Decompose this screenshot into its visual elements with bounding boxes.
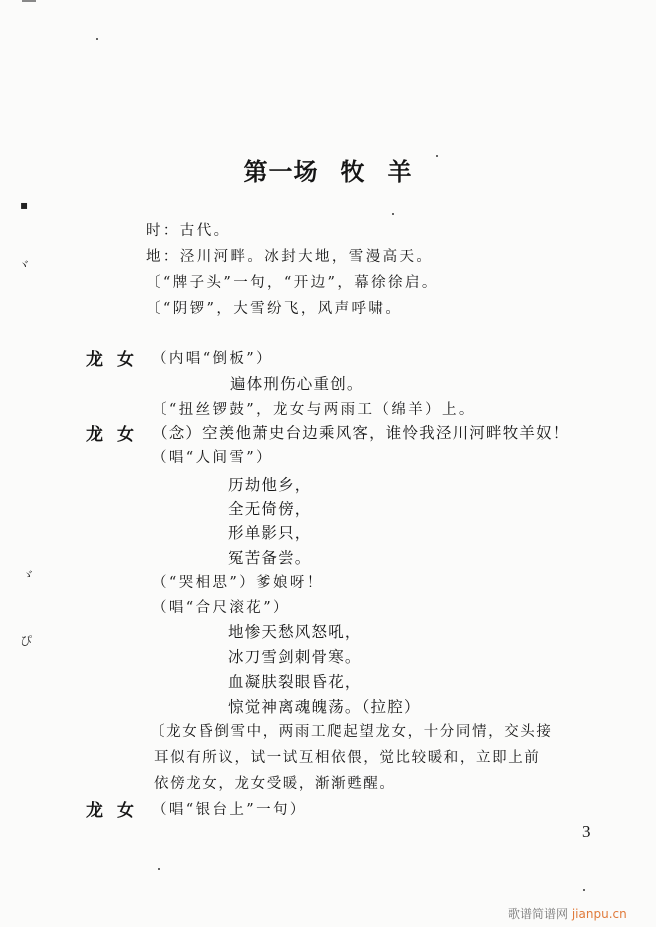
margin-scan-mark: ▪ [20, 198, 29, 212]
scan-speck [96, 38, 98, 40]
setting-place: 地：泾川河畔。冰封大地，雪漫高天。 [146, 249, 434, 265]
scan-speck [583, 889, 585, 891]
speaker-name: 龙女 [86, 425, 148, 445]
margin-scan-mark: ぴ [20, 634, 33, 648]
verse-line: 历劫他乡， [228, 476, 312, 494]
scene-name-char: 牧 [340, 158, 366, 186]
watermark [508, 905, 627, 922]
recitation-line: （念）空羡他萧史台边乘风客，谁怜我泾川河畔牧羊奴！ [152, 424, 570, 442]
speaker-name: 龙女 [86, 350, 148, 370]
scan-speck [436, 155, 438, 157]
stage-direction: 耳似有所议，试一试互相依偎，觉比较暖和，立即上前 [154, 750, 541, 766]
verse-line: 冤苦备尝。 [228, 549, 312, 567]
verse-line: 遍体刑伤心重创。 [230, 375, 364, 393]
page-number: 3 [582, 822, 591, 841]
setting-time: 时：古代。 [146, 223, 231, 239]
singing-direction: （“哭相思”）爹娘呀！ [152, 575, 324, 591]
verse-line: 冰刀雪剑刺骨寒。 [228, 648, 362, 666]
stage-direction: 〔龙女昏倒雪中，两雨工爬起望龙女，十分同情，交头接 [150, 724, 553, 740]
singing-direction: （唱“人间雪”） [152, 450, 274, 466]
scene-number: 第一场 [243, 158, 319, 186]
singing-direction: （内唱“倒板”） [152, 351, 274, 367]
margin-scan-mark: ヾ [18, 258, 31, 272]
watermark-site-name: 歌谱简谱网 [508, 907, 569, 921]
scan-speck [158, 868, 160, 870]
watermark-domain: jianpu.cn [571, 907, 627, 921]
scene-title [0, 152, 656, 187]
stage-direction: 〔“牌子头”一句，“开边”，幕徐徐启。 [146, 275, 439, 291]
verse-line: 血凝肤裂眼昏花， [228, 673, 362, 691]
scan-edge-mark [22, 0, 36, 2]
verse-line: 地惨天愁风怒吼， [228, 623, 362, 641]
singing-direction: （唱“合尺滚花”） [152, 600, 290, 616]
stage-direction: 依傍龙女，龙女受暖，渐渐甦醒。 [154, 776, 396, 792]
verse-line: 全无倚傍， [228, 500, 312, 518]
verse-line: 惊觉神离魂魄荡。（拉腔） [228, 698, 421, 716]
singing-direction: （唱“银台上”一句） [152, 802, 307, 818]
stage-direction: 〔“扭丝锣鼓”，龙女与两雨工（绵羊）上。 [152, 402, 476, 418]
stage-direction: 〔“阴锣”，大雪纷飞，风声呼啸。 [146, 301, 403, 317]
verse-line: 形单影只， [228, 524, 312, 542]
scene-name-char: 羊 [387, 158, 413, 186]
scan-speck [392, 213, 394, 215]
margin-scan-mark: ゞ [22, 568, 35, 582]
speaker-name: 龙女 [86, 801, 148, 821]
